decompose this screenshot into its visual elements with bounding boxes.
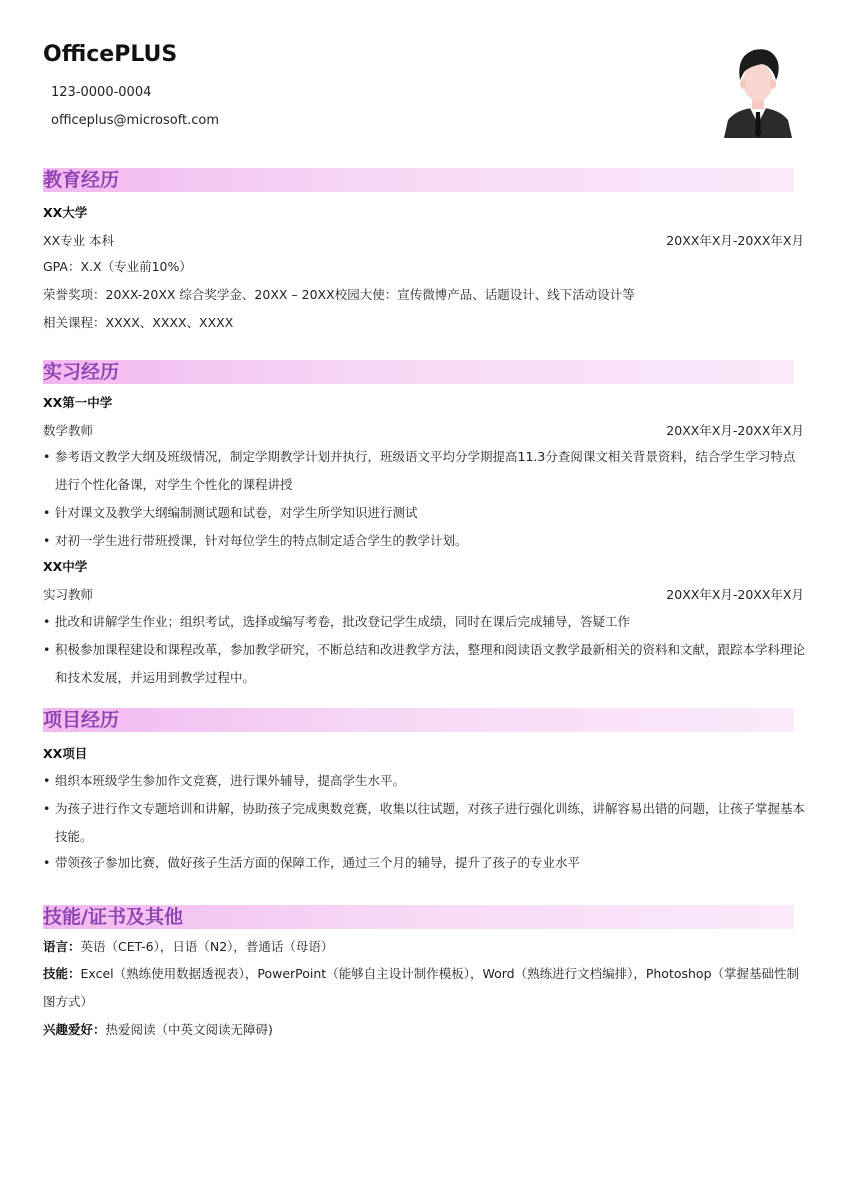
education-major: XX专业 本科 bbox=[43, 233, 115, 248]
project-bullet bbox=[43, 795, 805, 851]
skills-hobby-label: 兴趣爱好： bbox=[43, 1022, 106, 1037]
education-gpa: GPA：X.X（专业前10%） bbox=[43, 259, 192, 274]
internship-role: 数学教师 bbox=[43, 423, 94, 438]
skills-hobby bbox=[43, 1016, 805, 1044]
bullet-text: 批改和讲解学生作业；组织考试，选择或编写考卷，批改登记学生成绩，同时在课后完成辅导，答疑工作 bbox=[55, 614, 631, 629]
bullet-text: 参考语文教学大纲及班级情况，制定学期教学计划并执行，班级语文平均分学期提高11.3分查阅课文相关背景资料，结合学生学习特点进行个性化备课，对学生个性化的课程讲授 bbox=[55, 449, 796, 492]
bullet-text: 带领孩子参加比赛，做好孩子生活方面的保障工作，通过三个月的辅导，提升了孩子的专业水平 bbox=[55, 855, 581, 870]
skills-skill bbox=[43, 960, 805, 1016]
internship-org: XX中学 bbox=[43, 559, 88, 574]
internship-bullet bbox=[43, 527, 805, 555]
skills-language bbox=[43, 933, 805, 961]
bullet-mark: • bbox=[43, 801, 51, 816]
education-courses: 相关课程：XXXX、XXXX、XXXX bbox=[43, 315, 234, 330]
internship-role: 实习教师 bbox=[43, 587, 94, 602]
project-bullet bbox=[43, 849, 805, 877]
phone-number: 123-0000-0004 bbox=[51, 85, 152, 100]
education-date: 20XX年X月-20XX年X月 bbox=[666, 233, 804, 248]
internship-date: 20XX年X月-20XX年X月 bbox=[666, 423, 804, 438]
bullet-mark: • bbox=[43, 614, 51, 629]
project-section-bar bbox=[43, 708, 794, 732]
bullet-mark: • bbox=[43, 449, 51, 464]
education-school: XX大学 bbox=[43, 205, 88, 220]
internship-bullet bbox=[43, 499, 805, 527]
skills-language-value: 英语（CET-6），日语（N2），普通话（母语） bbox=[80, 939, 334, 954]
skills-language-label: 语言： bbox=[43, 939, 81, 954]
education-honors: 荣誉奖项：20XX-20XX 综合奖学金、20XX – 20XX校园大使：宣传微博产品、话题设计、线下活动设计等 bbox=[43, 287, 635, 302]
skills-hobby-value: 热爱阅读（中英文阅读无障碍) bbox=[105, 1022, 273, 1037]
bullet-mark: • bbox=[43, 642, 51, 657]
avatar bbox=[722, 44, 794, 138]
internship-section-bar bbox=[43, 360, 794, 384]
bullet-text: 为孩子进行作文专题培训和讲解，协助孩子完成奥数竞赛，收集以往试题，对孩子进行强化训练，讲解容易出错的问题，让孩子掌握基本技能。 bbox=[55, 801, 806, 844]
candidate-name: OfficePLUS bbox=[43, 42, 178, 67]
bullet-mark: • bbox=[43, 773, 51, 788]
internship-org: XX第一中学 bbox=[43, 395, 113, 410]
bullet-mark: • bbox=[43, 855, 51, 870]
project-bullet bbox=[43, 767, 805, 795]
skills-section-title: 技能/证书及其他 bbox=[43, 906, 183, 928]
education-section-bar bbox=[43, 168, 794, 192]
bullet-text: 对初一学生进行带班授课，针对每位学生的特点制定适合学生的教学计划。 bbox=[55, 533, 468, 548]
internship-date: 20XX年X月-20XX年X月 bbox=[666, 587, 804, 602]
bullet-mark: • bbox=[43, 505, 51, 520]
bullet-text: 组织本班级学生参加作文竞赛，进行课外辅导，提高学生水平。 bbox=[55, 773, 406, 788]
education-section-title: 教育经历 bbox=[43, 169, 120, 191]
internship-bullet bbox=[43, 636, 805, 692]
project-section-title: 项目经历 bbox=[43, 709, 120, 731]
project-name: XX项目 bbox=[43, 746, 88, 761]
internship-bullet bbox=[43, 443, 805, 499]
bullet-text: 积极参加课程建设和课程改革，参加教学研究，不断总结和改进教学方法，整理和阅读语文教学最新相关的资料和文献，跟踪本学科理论和技术发展，并运用到教学过程中。 bbox=[55, 642, 806, 685]
skills-skill-value: Excel（熟练使用数据透视表），PowerPoint（能够自主设计制作模板），Word（熟练进行文档编排），Photoshop（掌握基础性制图方式） bbox=[43, 966, 800, 1009]
bullet-mark: • bbox=[43, 533, 51, 548]
email-address: officeplus@microsoft.com bbox=[51, 113, 220, 128]
internship-section-title: 实习经历 bbox=[43, 361, 120, 383]
skills-skill-label: 技能： bbox=[43, 966, 81, 981]
internship-bullet bbox=[43, 608, 805, 636]
bullet-text: 针对课文及教学大纲编制测试题和试卷，对学生所学知识进行测试 bbox=[55, 505, 418, 520]
